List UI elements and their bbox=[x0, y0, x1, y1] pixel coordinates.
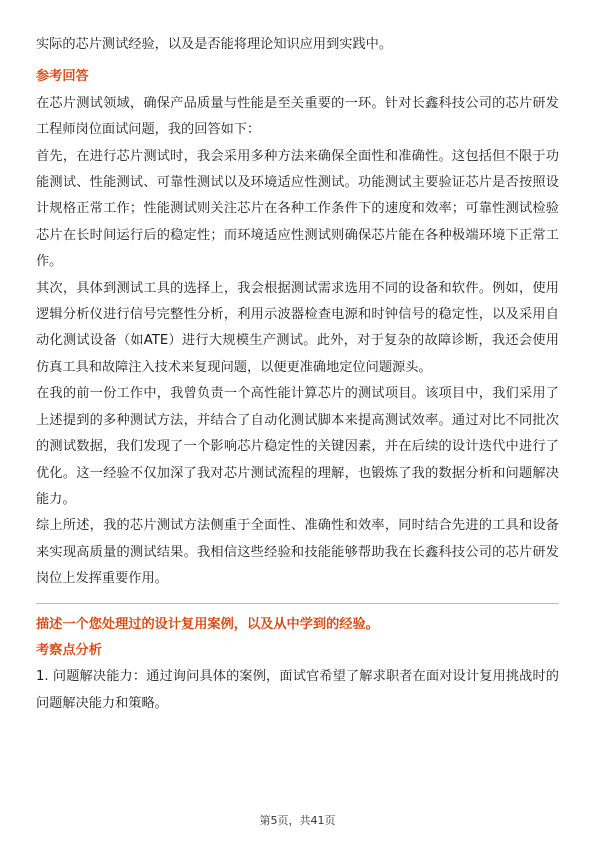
section-divider bbox=[36, 603, 559, 604]
question-heading: 描述一个您处理过的设计复用案例，以及从中学到的经验。 bbox=[36, 616, 379, 632]
answer-paragraph-3: 其次，具体到测试工具的选择上，我会根据测试需求选用不同的设备和软件。例如，使用逻辑分析仪进行信号完整性分析，利用示波器检查电源和时钟信号的稳定性，以及采用自动化测试设备（如ATE）进行大规模生产测试。此外，对于复杂的故障诊断，我还会使用仿真工具和故障注入技术来复现问题，以便更准确地定位问题源头。 bbox=[36, 280, 559, 375]
answer-paragraph-1: 在芯片测试领域，确保产品质量与性能是至关重要的一环。针对长鑫科技公司的芯片研发工程师岗位面试问题，我的回答如下： bbox=[36, 95, 559, 138]
answer-paragraph-5: 综上所述，我的芯片测试方法侧重于全面性、准确性和效率，同时结合先进的工具和设备来实现高质量的测试结果。我相信这些经验和技能能够帮助我在长鑫科技公司的芯片研发岗位上发挥重要作用。 bbox=[36, 518, 559, 587]
intro-line: 实际的芯片测试经验，以及是否能将理论知识应用到实践中。 bbox=[36, 37, 393, 52]
answer-paragraph-2: 首先，在进行芯片测试时，我会采用多种方法来确保全面性和准确性。这包括但不限于功能测试、性能测试、可靠性测试以及环境适应性测试。功能测试主要验证芯片是否按照设计规格正常工作；性能测试则关注芯片在各种工作条件下的速度和效率；可靠性测试检验芯片在长时间运行后的稳定性；而环境适应性测试则确保芯片能在各种极端环境下正常工作。 bbox=[36, 148, 559, 270]
analysis-item-1: 1. 问题解决能力：通过询问具体的案例，面试官希望了解求职者在面对设计复用挑战时的问题解决能力和策略。 bbox=[36, 669, 559, 711]
analysis-heading: 考察点分析 bbox=[36, 642, 102, 658]
answer-heading: 参考回答 bbox=[36, 69, 89, 85]
answer-paragraph-4: 在我的前一份工作中，我曾负责一个高性能计算芯片的测试项目。该项目中，我们采用了上述提到的多种测试方法，并结合了自动化测试脚本来提高测试效率。通过对比不同批次的测试数据，我们发现了一个影响芯片稳定性的关键因素，并在后续的设计迭代中进行了优化。这一经验不仅加深了我对芯片测试流程的理解，也锻炼了我的数据分析和问题解决能力。 bbox=[36, 386, 559, 507]
page-number-footer: 第5页，共41页 bbox=[259, 814, 336, 827]
